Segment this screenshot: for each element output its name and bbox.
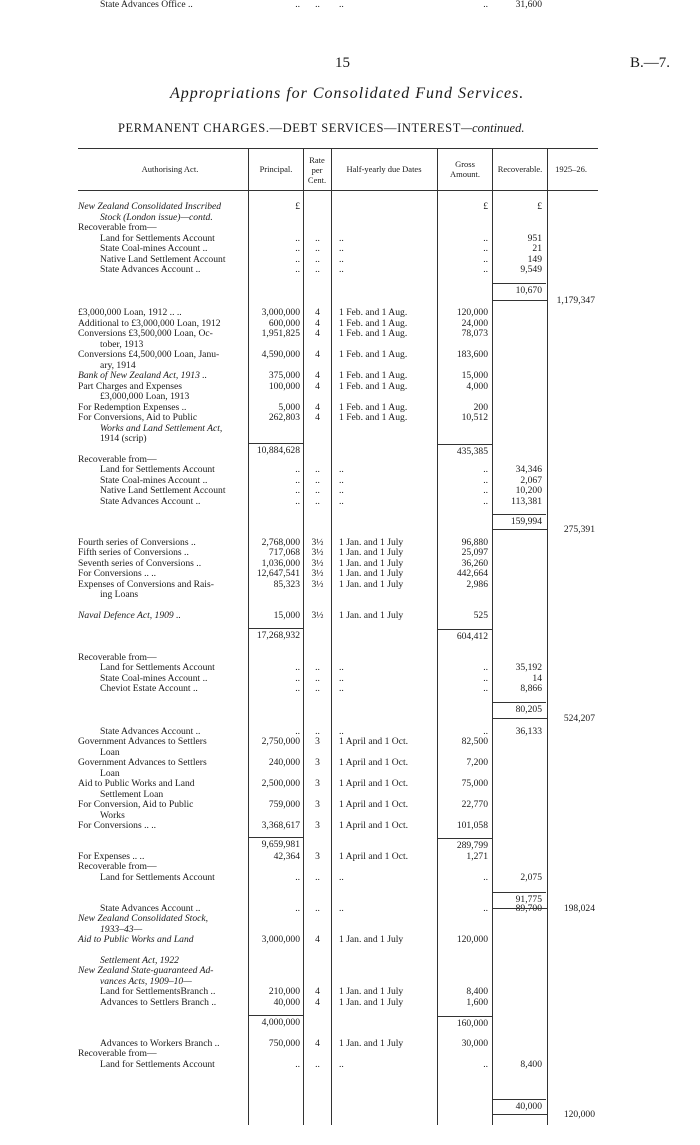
act-cell: Additional to £3,000,000 Loan, 1912	[78, 318, 221, 329]
gross-cell: £	[483, 201, 488, 212]
principal-cell: ..	[295, 496, 300, 507]
subtotal-rule	[438, 838, 492, 839]
gross-cell: 200	[473, 402, 488, 413]
act-cell: Works	[100, 810, 125, 821]
dates-cell: 1 Jan. and 1 July	[339, 997, 404, 1008]
gross-cell: 15,000	[461, 370, 488, 381]
act-cell: Government Advances to Settlers	[78, 736, 207, 747]
act-cell: New Zealand Consolidated Inscribed	[78, 201, 222, 212]
act-cell: Conversions £4,500,000 Loan, Janu-	[78, 349, 220, 360]
rate-cell: 3½	[311, 537, 324, 548]
dates-cell: 1 April and 1 Oct.	[339, 820, 409, 831]
year-total-connector	[492, 1114, 548, 1115]
rate-cell: 3	[315, 757, 320, 768]
subtitle-continued: —continued.	[460, 121, 525, 135]
dates-cell: 1 April and 1 Oct.	[339, 757, 409, 768]
act-cell: State Advances Account ..	[100, 903, 201, 914]
subtotal-cell: 9,659,981	[261, 839, 300, 850]
recoverable-cell: 21	[532, 243, 542, 254]
rate-cell: 3½	[311, 579, 324, 590]
dates-cell: 1 April and 1 Oct.	[339, 778, 409, 789]
rate-cell: 3½	[311, 547, 324, 558]
subtotal-cell: 40,000	[515, 1101, 542, 1112]
gross-cell: 4,000	[466, 381, 488, 392]
year-total-cell: 275,391	[563, 524, 595, 535]
col-rule	[437, 148, 438, 1125]
dates-cell: 1 Feb. and 1 Aug.	[339, 318, 408, 329]
act-cell: Government Advances to Settlers	[78, 757, 207, 768]
recoverable-cell: 8,866	[520, 683, 542, 694]
act-cell: Land for Settlements Account	[100, 662, 215, 673]
principal-cell: 1,951,825	[261, 328, 300, 339]
subtotal-cell: 160,000	[456, 1018, 488, 1029]
gross-cell: 101,058	[456, 820, 488, 831]
act-cell: Part Charges and Expenses	[78, 381, 182, 392]
principal-cell: 15,000	[273, 610, 300, 621]
rate-cell: 4	[315, 307, 320, 318]
principal-cell: 375,000	[268, 370, 300, 381]
act-cell: Works and Land Settlement Act,	[100, 423, 223, 434]
year-total-connector	[492, 908, 548, 909]
act-cell: ing Loans	[100, 589, 139, 600]
dates-cell: ..	[339, 662, 344, 673]
header-principal: Principal.	[259, 164, 293, 174]
dates-cell: ..	[339, 243, 344, 254]
principal-cell: 3,000,000	[261, 307, 300, 318]
rate-cell: 3½	[311, 558, 324, 569]
act-cell: Native Land Settlement Account	[100, 485, 226, 496]
gross-cell: ..	[483, 0, 488, 10]
gross-cell: 78,073	[461, 328, 488, 339]
gross-cell: ..	[483, 683, 488, 694]
subtotal-cell: 10,884,628	[256, 445, 300, 456]
act-cell: For Conversions .. ..	[78, 820, 157, 831]
dates-cell: 1 Feb. and 1 Aug.	[339, 307, 408, 318]
rate-cell: 3½	[311, 610, 324, 621]
rate-cell: ..	[315, 485, 320, 496]
principal-cell: ..	[295, 264, 300, 275]
dates-cell: 1 Jan. and 1 July	[339, 537, 404, 548]
header-gross: Gross Amount.	[450, 159, 480, 179]
gross-cell: ..	[483, 662, 488, 673]
recoverable-cell: 10,200	[515, 485, 542, 496]
gross-cell: ..	[483, 485, 488, 496]
rate-cell: 4	[315, 997, 320, 1008]
principal-cell: 2,750,000	[261, 736, 300, 747]
act-cell: For Conversion, Aid to Public	[78, 799, 194, 810]
act-cell: Recoverable from—	[78, 1048, 157, 1059]
act-cell: ary, 1914	[100, 360, 136, 371]
act-cell: State Advances Account ..	[100, 496, 201, 507]
gross-cell: 96,880	[461, 537, 488, 548]
gross-cell: 75,000	[461, 778, 488, 789]
subtotal-cell: 604,412	[456, 631, 488, 642]
dates-cell: ..	[339, 254, 344, 265]
principal-cell: 759,000	[268, 799, 300, 810]
subtotal-rule	[438, 629, 492, 630]
gross-cell: 2,986	[466, 579, 488, 590]
gross-cell: 30,000	[461, 1038, 488, 1049]
gross-cell: ..	[483, 673, 488, 684]
act-cell: Cheviot Estate Account ..	[100, 683, 198, 694]
dates-cell: ..	[339, 872, 344, 883]
act-cell: Native Land Settlement Account	[100, 254, 226, 265]
subtotal-rule	[248, 837, 304, 838]
rate-cell: 4	[315, 934, 320, 945]
dates-cell: 1 April and 1 Oct.	[339, 851, 409, 862]
principal-cell: 12,647,541	[256, 568, 300, 579]
gross-cell: 1,600	[466, 997, 488, 1008]
gross-cell: 7,200	[466, 757, 488, 768]
col-rule	[547, 148, 548, 1125]
principal-cell: ..	[295, 475, 300, 486]
gross-cell: 442,664	[456, 568, 488, 579]
gross-cell: 120,000	[456, 307, 488, 318]
rate-cell: 4	[315, 318, 320, 329]
gross-cell: ..	[483, 264, 488, 275]
rate-cell: 3	[315, 799, 320, 810]
page-number: 15	[335, 55, 350, 71]
principal-cell: ..	[295, 0, 300, 10]
principal-cell: 5,000	[278, 402, 300, 413]
principal-cell: ..	[295, 464, 300, 475]
act-cell: Loan	[100, 768, 120, 779]
subtotal-rule	[248, 443, 304, 444]
act-cell: Bank of New Zealand Act, 1913 ..	[78, 370, 208, 381]
principal-cell: 717,068	[268, 547, 300, 558]
dates-cell: 1 Jan. and 1 July	[339, 610, 404, 621]
rate-cell: ..	[315, 1059, 320, 1070]
recoverable-cell: 34,346	[515, 464, 542, 475]
rate-cell: ..	[315, 475, 320, 486]
gross-cell: 8,400	[466, 986, 488, 997]
act-cell: Land for Settlements Account	[100, 233, 215, 244]
act-cell: State Advances Account ..	[100, 264, 201, 275]
gross-cell: 1,271	[466, 851, 488, 862]
col-rule	[331, 148, 332, 1125]
recoverable-cell: 36,133	[515, 726, 542, 737]
act-cell: Settlement Loan	[100, 789, 164, 800]
principal-cell: ..	[295, 662, 300, 673]
principal-cell: £	[295, 201, 300, 212]
rate-cell: ..	[315, 726, 320, 737]
rate-cell: 3½	[311, 568, 324, 579]
subtotal-cell: 159,994	[510, 516, 542, 527]
rate-cell: 4	[315, 986, 320, 997]
header-recoverable: Recoverable.	[497, 164, 543, 174]
dates-cell: 1 Jan. and 1 July	[339, 934, 404, 945]
recoverable-cell: 14	[532, 673, 542, 684]
header-dates: Half-yearly due Dates	[346, 164, 422, 174]
gross-cell: ..	[483, 903, 488, 914]
act-cell: Aid to Public Works and Land	[78, 778, 195, 789]
gross-cell: 120,000	[456, 934, 488, 945]
subtotal-cell: 435,385	[456, 446, 488, 457]
rate-cell: ..	[315, 254, 320, 265]
gross-cell: 24,000	[461, 318, 488, 329]
rate-cell: ..	[315, 683, 320, 694]
rate-cell: 3	[315, 736, 320, 747]
dates-cell: 1 Feb. and 1 Aug.	[339, 370, 408, 381]
recoverable-cell: 31,600	[515, 0, 542, 10]
act-cell: Land for SettlementsBranch ..	[100, 986, 216, 997]
dates-cell: 1 April and 1 Oct.	[339, 736, 409, 747]
principal-cell: 3,000,000	[261, 934, 300, 945]
rate-cell: ..	[315, 662, 320, 673]
subtotal-rule	[438, 444, 492, 445]
act-cell: Conversions £3,500,000 Loan, Oc-	[78, 328, 213, 339]
dates-cell: ..	[339, 496, 344, 507]
dates-cell: ..	[339, 1059, 344, 1070]
rate-cell: ..	[315, 464, 320, 475]
principal-cell: ..	[295, 903, 300, 914]
rate-cell: 4	[315, 370, 320, 381]
principal-cell: 750,000	[268, 1038, 300, 1049]
act-cell: Aid to Public Works and Land	[78, 934, 194, 945]
recoverable-cell: 35,192	[515, 662, 542, 673]
gross-cell: 22,770	[461, 799, 488, 810]
dates-cell: ..	[339, 683, 344, 694]
rate-cell: 3	[315, 778, 320, 789]
header-authorising-act: Authorising Act.	[141, 164, 199, 174]
year-total-cell: 198,024	[563, 903, 595, 914]
act-cell: vances Acts, 1909–10—	[100, 976, 192, 987]
subtotal-rule	[438, 1016, 492, 1017]
principal-cell: ..	[295, 726, 300, 737]
recoverable-cell	[494, 904, 542, 915]
year-total-connector	[492, 300, 548, 301]
recoverable-cell: 2,067	[520, 475, 542, 486]
rate-cell: 3	[315, 851, 320, 862]
subtotal-rule	[248, 1015, 304, 1016]
gross-cell: ..	[483, 726, 488, 737]
recoverable-cell: 149	[527, 254, 542, 265]
recoverable-cell: 8,400	[520, 1059, 542, 1070]
dates-cell: 1 Jan. and 1 July	[339, 986, 404, 997]
act-cell: 1933–43—	[100, 924, 143, 935]
gross-cell: ..	[483, 475, 488, 486]
rate-cell: 4	[315, 349, 320, 360]
act-cell: Seventh series of Conversions ..	[78, 558, 202, 569]
gross-cell: 25,097	[461, 547, 488, 558]
act-cell: New Zealand State-guaranteed Ad-	[78, 965, 214, 976]
recoverable-cell: 2,075	[520, 872, 542, 883]
act-cell: 1914 (scrip)	[100, 433, 147, 444]
act-cell: Advances to Settlers Branch ..	[100, 997, 217, 1008]
rate-cell: 4	[315, 381, 320, 392]
rate-cell: ..	[315, 872, 320, 883]
subtotal-rule	[492, 514, 546, 515]
dates-cell: ..	[339, 673, 344, 684]
act-cell: Advances to Workers Branch ..	[100, 1038, 220, 1049]
act-cell: £3,000,000 Loan, 1912 .. ..	[78, 307, 182, 318]
principal-cell: ..	[295, 673, 300, 684]
dates-cell: 1 Jan. and 1 July	[339, 558, 404, 569]
gross-cell: ..	[483, 872, 488, 883]
gross-cell: ..	[483, 1059, 488, 1070]
principal-cell: 2,500,000	[261, 778, 300, 789]
principal-cell: 600,000	[268, 318, 300, 329]
principal-cell: 210,000	[268, 986, 300, 997]
dates-cell: 1 Feb. and 1 Aug.	[339, 402, 408, 413]
act-cell: Loan	[100, 747, 120, 758]
dates-cell: 1 Feb. and 1 Aug.	[339, 412, 408, 423]
act-cell: Expenses of Conversions and Rais-	[78, 579, 214, 590]
act-cell: For Expenses .. ..	[78, 851, 145, 862]
dates-cell: 1 Jan. and 1 July	[339, 568, 404, 579]
gross-cell: ..	[483, 496, 488, 507]
act-cell: tober, 1913	[100, 339, 144, 350]
subtotal-rule	[492, 283, 546, 284]
rate-cell: 4	[315, 402, 320, 413]
recoverable-cell: 951	[527, 233, 542, 244]
principal-cell: ..	[295, 683, 300, 694]
act-cell: State Advances Office ..	[100, 0, 193, 10]
subtotal-cell: 10,670	[515, 285, 542, 296]
year-total-connector	[492, 529, 548, 530]
dates-cell: ..	[339, 475, 344, 486]
subtotal-rule	[248, 628, 304, 629]
page-ref: B.—7.	[630, 55, 671, 71]
principal-cell: ..	[295, 485, 300, 496]
act-cell: £3,000,000 Loan, 1913	[100, 391, 190, 402]
dates-cell: ..	[339, 485, 344, 496]
principal-cell: ..	[295, 1059, 300, 1070]
dates-cell: 1 Jan. and 1 July	[339, 1038, 404, 1049]
header-rate: Rate per Cent.	[307, 155, 327, 185]
dates-cell: ..	[339, 264, 344, 275]
act-cell: Land for Settlements Account	[100, 464, 215, 475]
gross-cell: 82,500	[461, 736, 488, 747]
principal-cell: 85,323	[273, 579, 300, 590]
dates-cell: ..	[339, 0, 344, 10]
act-cell: Fifth series of Conversions ..	[78, 547, 189, 558]
rate-cell: ..	[315, 903, 320, 914]
act-cell: Recoverable from—	[78, 222, 157, 233]
rate-cell: 3	[315, 820, 320, 831]
subtotal-cell: 4,000,000	[261, 1017, 300, 1028]
subtotal-cell: 289,799	[456, 840, 488, 851]
recoverable-cell: £	[537, 201, 542, 212]
dates-cell: 1 Feb. and 1 Aug.	[339, 349, 408, 360]
rate-cell: ..	[315, 673, 320, 684]
principal-cell: 4,590,000	[261, 349, 300, 360]
year-total-cell: 524,207	[563, 713, 595, 724]
act-cell: Recoverable from—	[78, 454, 157, 465]
rate-cell: 4	[315, 328, 320, 339]
act-cell: State Advances Account ..	[100, 726, 201, 737]
gross-cell: ..	[483, 233, 488, 244]
subtotal-rule	[492, 892, 546, 893]
act-cell: Fourth series of Conversions ..	[78, 537, 196, 548]
act-cell: Recoverable from—	[78, 861, 157, 872]
header-bottom-rule	[78, 190, 598, 191]
header-year: 1925–26.	[555, 164, 587, 174]
gross-cell: ..	[483, 254, 488, 265]
principal-cell: 3,368,617	[261, 820, 300, 831]
page-subtitle	[118, 121, 525, 136]
act-cell: State Coal-mines Account ..	[100, 673, 208, 684]
year-total-cell: 1,179,347	[556, 295, 595, 306]
dates-cell: ..	[339, 233, 344, 244]
act-cell: State Coal-mines Account ..	[100, 243, 208, 254]
act-cell: State Coal-mines Account ..	[100, 475, 208, 486]
rate-cell: 4	[315, 1038, 320, 1049]
act-cell: Land for Settlements Account	[100, 872, 215, 883]
dates-cell: 1 Feb. and 1 Aug.	[339, 381, 408, 392]
subtotal-cell: 91,775	[515, 894, 542, 905]
principal-cell: ..	[295, 872, 300, 883]
dates-cell: ..	[339, 464, 344, 475]
act-cell: For Conversions, Aid to Public	[78, 412, 198, 423]
act-cell: New Zealand Consolidated Stock,	[78, 913, 209, 924]
act-cell: Recoverable from—	[78, 652, 157, 663]
subtotal-rule	[492, 702, 546, 703]
principal-cell: 42,364	[273, 851, 300, 862]
rate-cell: ..	[315, 264, 320, 275]
act-cell: Land for Settlements Account	[100, 1059, 215, 1070]
col-rule	[492, 148, 493, 1125]
dates-cell: 1 Jan. and 1 July	[339, 547, 404, 558]
gross-cell: 10,512	[461, 412, 488, 423]
dates-cell: ..	[339, 903, 344, 914]
dates-cell: 1 April and 1 Oct.	[339, 799, 409, 810]
rate-cell: ..	[315, 0, 320, 10]
table-top-rule	[78, 148, 598, 149]
gross-cell: 525	[473, 610, 488, 621]
principal-cell: 1,036,000	[261, 558, 300, 569]
rate-cell: 4	[315, 412, 320, 423]
recoverable-cell: 113,381	[511, 496, 542, 507]
col-rule	[303, 148, 304, 1125]
subtotal-cell: 17,268,932	[256, 630, 300, 641]
year-total-cell: 120,000	[563, 1109, 595, 1120]
rate-cell: ..	[315, 243, 320, 254]
subtotal-rule	[492, 1099, 546, 1100]
act-cell: For Conversions .. ..	[78, 568, 157, 579]
dates-cell: 1 Jan. and 1 July	[339, 579, 404, 590]
page-title: Appropriations for Consolidated Fund Services.	[170, 85, 525, 102]
rate-cell: ..	[315, 496, 320, 507]
col-rule	[248, 148, 249, 1125]
gross-cell: 183,600	[456, 349, 488, 360]
rate-cell: ..	[315, 233, 320, 244]
principal-cell: 262,803	[268, 412, 300, 423]
principal-cell: 100,000	[268, 381, 300, 392]
principal-cell: ..	[295, 243, 300, 254]
gross-cell: 36,260	[461, 558, 488, 569]
principal-cell: 40,000	[273, 997, 300, 1008]
subtotal-cell: 80,205	[515, 704, 542, 715]
dates-cell: 1 Feb. and 1 Aug.	[339, 328, 408, 339]
act-cell: Stock (London issue)—contd.	[100, 212, 213, 223]
act-cell: Settlement Act, 1922	[100, 955, 179, 966]
principal-cell: 2,768,000	[261, 537, 300, 548]
gross-cell: ..	[483, 243, 488, 254]
subtitle-main: PERMANENT CHARGES.—DEBT SERVICES—INTEREST	[118, 121, 461, 135]
principal-cell: 240,000	[268, 757, 300, 768]
principal-cell: ..	[295, 254, 300, 265]
principal-cell: ..	[295, 233, 300, 244]
gross-cell: ..	[483, 464, 488, 475]
year-total-connector	[492, 718, 548, 719]
recoverable-cell: 9,549	[520, 264, 542, 275]
act-cell: For Redemption Expenses ..	[78, 402, 187, 413]
dates-cell: ..	[339, 726, 344, 737]
act-cell: Naval Defence Act, 1909 ..	[78, 610, 181, 621]
